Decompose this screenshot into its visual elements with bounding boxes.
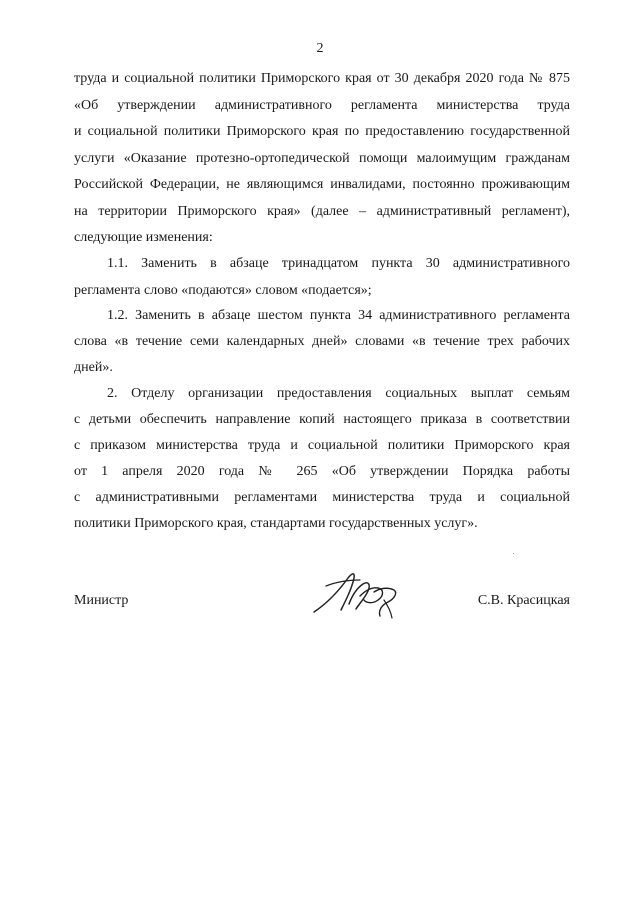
body-line-18: политики Приморского края, стандартами государственных услуг». xyxy=(74,516,478,531)
body-line-9: регламента слово «подаются» словом «подается»; xyxy=(74,283,372,298)
handwritten-signature xyxy=(308,566,404,620)
body-line-2: «Об утверждении административного регламента министерства труда xyxy=(74,98,570,113)
body-line-15: с приказом министерства труда и социальной политики Приморского края xyxy=(74,438,570,453)
body-line-4: услуги «Оказание протезно-ортопедической помощи малоимущим гражданам xyxy=(74,151,570,166)
body-line-6: на территории Приморского края» (далее – административный регламент), xyxy=(74,204,570,219)
body-line-12: дней». xyxy=(74,360,113,375)
body-line-14: с детьми обеспечить направление копий настоящего приказа в соответствии xyxy=(74,412,570,427)
body-line-10: 1.2. Заменить в абзаце шестом пункта 34 административного регламента xyxy=(107,308,570,323)
body-line-16: от 1 апреля 2020 года № 265 «Об утверждении Порядка работы xyxy=(74,464,570,479)
body-line-7: следующие изменения: xyxy=(74,230,213,245)
scan-speck xyxy=(513,553,514,554)
body-line-13: 2. Отделу организации предоставления социальных выплат семьям xyxy=(107,386,570,401)
minister-title: Министр xyxy=(74,593,129,608)
body-line-8: 1.1. Заменить в абзаце тринадцатом пункта 30 административного xyxy=(107,256,570,271)
body-line-11: слова «в течение семи календарных дней» словами «в течение трех рабочих xyxy=(74,334,570,349)
body-line-3: и социальной политики Приморского края по предоставлению государственной xyxy=(74,124,570,139)
minister-name: С.В. Красицкая xyxy=(477,593,570,608)
body-line-17: с административными регламентами министерства труда и социальной xyxy=(74,490,570,505)
body-line-1: труда и социальной политики Приморского края от 30 декабря 2020 года № 875 xyxy=(74,71,570,86)
body-line-5: Российской Федерации, не являющимся инвалидами, постоянно проживающим xyxy=(74,177,570,192)
page-number: 2 xyxy=(316,41,324,56)
